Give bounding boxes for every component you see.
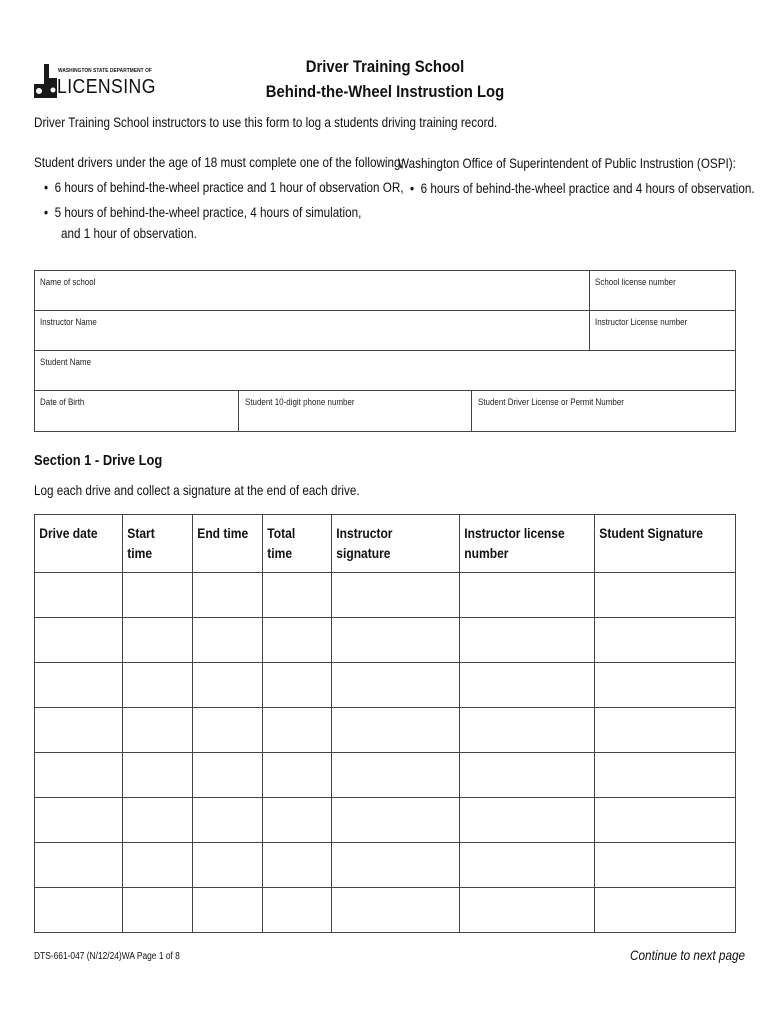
col-start-time: Start time xyxy=(123,515,193,573)
table-cell[interactable] xyxy=(263,753,332,798)
table-cell[interactable] xyxy=(193,888,263,933)
table-cell[interactable] xyxy=(193,663,263,708)
table-cell[interactable] xyxy=(193,843,263,888)
table-cell[interactable] xyxy=(35,708,123,753)
table-cell[interactable] xyxy=(460,618,595,663)
table-cell[interactable] xyxy=(332,663,460,708)
table-cell[interactable] xyxy=(35,798,123,843)
col-drive-date: Drive date xyxy=(35,515,123,573)
table-cell[interactable] xyxy=(35,618,123,663)
instructor-license-number-field[interactable]: Instructor License number xyxy=(595,317,688,328)
table-cell[interactable] xyxy=(35,888,123,933)
table-cell[interactable] xyxy=(263,708,332,753)
table-cell[interactable] xyxy=(263,798,332,843)
requirement-bullet: • 6 hours of behind-the-wheel practice and 1 hour of observation OR, xyxy=(44,180,404,195)
table-cell[interactable] xyxy=(332,708,460,753)
dol-logo xyxy=(34,62,156,102)
table-cell[interactable] xyxy=(263,843,332,888)
table-cell[interactable] xyxy=(595,888,736,933)
table-cell[interactable] xyxy=(123,843,193,888)
table-cell[interactable] xyxy=(332,618,460,663)
field-divider xyxy=(238,390,239,432)
table-cell[interactable] xyxy=(263,888,332,933)
field-divider xyxy=(471,390,472,432)
form-id: DTS-661-047 (N/12/24)WA Page 1 of 8 xyxy=(34,951,180,962)
ospi-bullet: • 6 hours of behind-the-wheel practice and 4 hours of observation. xyxy=(410,181,755,196)
info-fields-box xyxy=(34,270,736,432)
table-cell[interactable] xyxy=(332,753,460,798)
student-name-field[interactable]: Student Name xyxy=(40,357,92,368)
table-cell[interactable] xyxy=(193,753,263,798)
table-row xyxy=(35,663,736,708)
table-cell[interactable] xyxy=(595,708,736,753)
table-cell[interactable] xyxy=(123,798,193,843)
date-of-birth-field[interactable]: Date of Birth xyxy=(40,397,85,408)
field-divider xyxy=(589,270,590,350)
table-cell[interactable] xyxy=(332,843,460,888)
col-student-signature: Student Signature xyxy=(595,515,736,573)
table-cell[interactable] xyxy=(332,798,460,843)
student-phone-field[interactable]: Student 10-digit phone number xyxy=(245,397,355,408)
table-cell[interactable] xyxy=(595,618,736,663)
table-cell[interactable] xyxy=(35,663,123,708)
table-cell[interactable] xyxy=(595,798,736,843)
drive-log-body xyxy=(35,573,736,933)
table-cell[interactable] xyxy=(595,843,736,888)
table-cell[interactable] xyxy=(123,618,193,663)
table-row xyxy=(35,573,736,618)
table-cell[interactable] xyxy=(460,798,595,843)
table-cell[interactable] xyxy=(460,663,595,708)
school-license-number-field[interactable]: School license number xyxy=(595,277,676,288)
table-cell[interactable] xyxy=(123,888,193,933)
table-cell[interactable] xyxy=(35,573,123,618)
table-cell[interactable] xyxy=(263,618,332,663)
col-total-time: Total time xyxy=(263,515,332,573)
table-cell[interactable] xyxy=(193,618,263,663)
table-cell[interactable] xyxy=(263,663,332,708)
table-cell[interactable] xyxy=(460,753,595,798)
table-cell[interactable] xyxy=(460,843,595,888)
field-divider xyxy=(34,390,736,391)
table-cell[interactable] xyxy=(35,753,123,798)
table-cell[interactable] xyxy=(595,753,736,798)
table-cell[interactable] xyxy=(460,573,595,618)
drive-log-table xyxy=(34,514,736,933)
table-cell[interactable] xyxy=(123,573,193,618)
table-cell[interactable] xyxy=(35,843,123,888)
dol-logo-mark-icon xyxy=(34,64,58,100)
table-cell[interactable] xyxy=(123,663,193,708)
form-title: Driver Training School xyxy=(305,58,465,76)
table-row xyxy=(35,888,736,933)
ospi-heading: Washington Office of Superintendent of Public Instrustion (OSPI): xyxy=(398,156,736,171)
field-divider xyxy=(34,310,736,311)
table-cell[interactable] xyxy=(595,663,736,708)
table-cell[interactable] xyxy=(123,753,193,798)
under-18-heading: Student drivers under the age of 18 must complete one of the following; xyxy=(34,155,404,170)
section-1-title: Section 1 - Drive Log xyxy=(34,452,163,469)
continue-note: Continue to next page xyxy=(630,947,746,963)
table-cell[interactable] xyxy=(263,573,332,618)
requirement-bullet: • 5 hours of behind-the-wheel practice, 4 hours of simulation, xyxy=(44,205,362,220)
table-row xyxy=(35,618,736,663)
col-instructor-license-number: Instructor license number xyxy=(460,515,595,573)
table-cell[interactable] xyxy=(460,708,595,753)
col-instructor-signature: Instructor signature xyxy=(332,515,460,573)
field-divider xyxy=(34,350,736,351)
section-1-instructions: Log each drive and collect a signature at the end of each drive. xyxy=(34,483,360,498)
table-cell[interactable] xyxy=(332,573,460,618)
table-row xyxy=(35,753,736,798)
table-cell[interactable] xyxy=(332,888,460,933)
intro-text: Driver Training School instructors to use this form to log a students driving training record. xyxy=(34,115,498,130)
col-end-time: End time xyxy=(193,515,263,573)
table-cell[interactable] xyxy=(193,798,263,843)
instructor-name-field[interactable]: Instructor Name xyxy=(40,317,97,328)
agency-name-small: WASHINGTON STATE DEPARTMENT OF xyxy=(58,68,152,74)
table-cell[interactable] xyxy=(460,888,595,933)
table-header-row xyxy=(35,515,736,573)
table-cell[interactable] xyxy=(595,573,736,618)
form-subtitle: Behind-the-Wheel Instrustion Log xyxy=(265,83,505,101)
table-cell[interactable] xyxy=(193,573,263,618)
name-of-school-field[interactable]: Name of school xyxy=(40,277,96,288)
student-license-field[interactable]: Student Driver License or Permit Number xyxy=(478,397,624,408)
table-cell[interactable] xyxy=(193,708,263,753)
table-row xyxy=(35,843,736,888)
table-row xyxy=(35,798,736,843)
table-row xyxy=(35,708,736,753)
agency-name-big: LICENSING xyxy=(57,76,156,98)
requirement-bullet-continuation: and 1 hour of observation. xyxy=(61,226,197,241)
table-cell[interactable] xyxy=(123,708,193,753)
